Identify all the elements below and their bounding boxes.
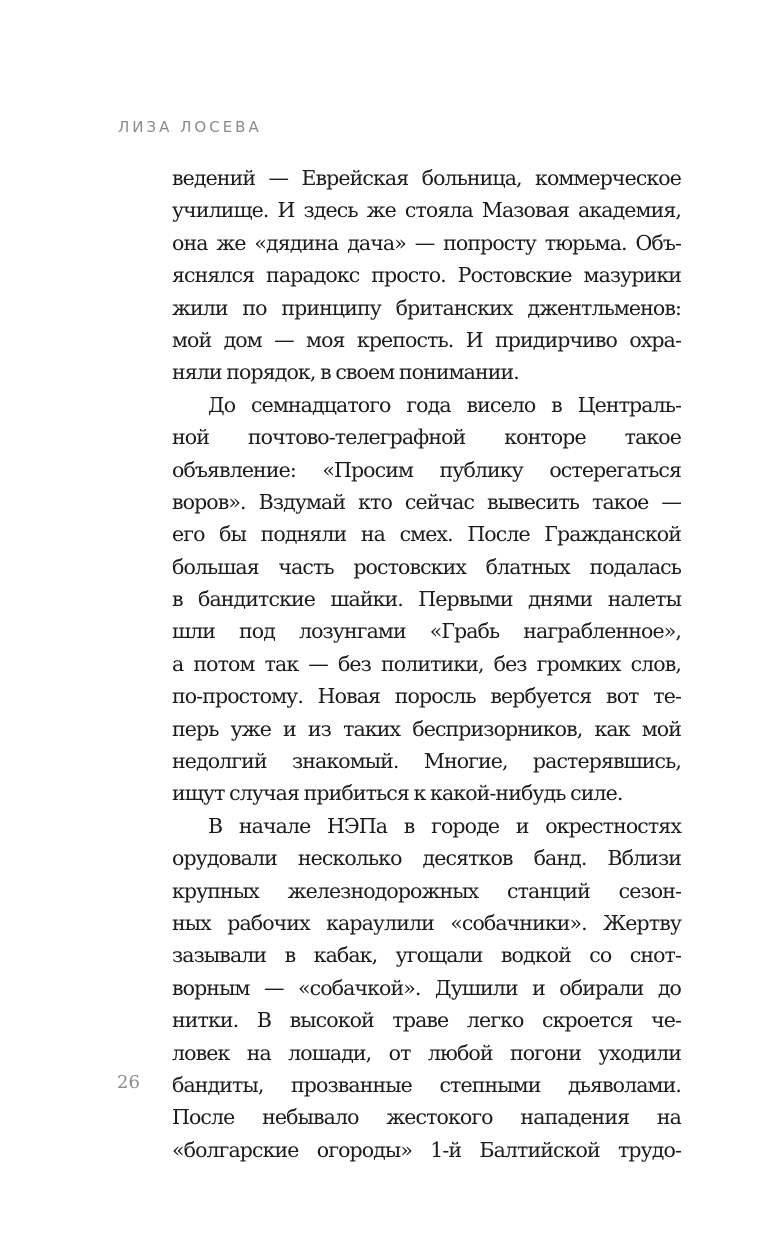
text-line: недолгий знакомый. Многие, растерявшись, [172, 749, 681, 774]
text-line: зазывали в кабак, угощали водкой со снот- [172, 943, 681, 968]
text-line: она же «дядина дача» — попросту тюрьма. Объ- [172, 230, 681, 255]
text-line: яснялся парадокс просто. Ростовские мазурики [172, 263, 681, 288]
text-line: ловек на лошади, от любой погони уходили [172, 1040, 681, 1065]
text-line: ворным — «собачкой». Душили и обирали до [172, 975, 681, 1000]
text-line: орудовали несколько десятков банд. Вблизи [172, 846, 681, 871]
text-line: воров». Вздумай кто сейчас вывесить такое — [172, 489, 681, 514]
text-line: в бандитские шайки. Первыми днями налеты [172, 587, 681, 612]
text-line: его бы подняли на смех. После Гражданской [172, 522, 681, 547]
text-line: ных рабочих караулили «собачники». Жертву [172, 910, 681, 935]
text-line: бандиты, прозванные степными дьяволами. [172, 1072, 681, 1097]
text-line: После небывало жестокого нападения на [172, 1105, 681, 1130]
text-line: крупных железнодорожных станций сезон- [172, 878, 681, 903]
text-line: няли порядок, в своем понимании. [172, 360, 519, 385]
text-line: большая часть ростовских блатных подалась [172, 554, 681, 579]
text-line: ведений — Еврейская больница, коммерческое [172, 166, 681, 190]
text-line: по-простому. Новая поросль вербуется вот те- [172, 684, 681, 709]
text-line: объявление: «Просим публику остерегаться [172, 457, 681, 482]
text-line: В начале НЭПа в городе и окрестностях [208, 813, 681, 838]
text-line: мой дом — моя крепость. И придирчиво охра- [172, 327, 681, 352]
text-line: жили по принципу британских джентльменов: [172, 295, 681, 320]
text-line: До семнадцатого года висело в Централь- [208, 392, 681, 417]
text-line: училище. И здесь же стояла Мазовая академия, [172, 198, 681, 223]
text-line: «болгарские огороды» 1-й Балтийской трудо- [172, 1137, 681, 1162]
running-head: ЛИЗА ЛОСЕВА [118, 118, 262, 136]
text-line: перь уже и из таких беспризорников, как мой [172, 716, 681, 741]
text-line: ищут случая прибиться к какой-нибудь силе. [172, 781, 623, 806]
body-text [172, 162, 681, 1166]
text-line: ной почтово-телеграфной конторе такое [172, 425, 681, 450]
text-line: нитки. В высокой траве легко скроется че- [172, 1008, 681, 1033]
page-number: 26 [117, 1072, 140, 1093]
text-line: шли под лозунгами «Грабь награбленное», [172, 619, 681, 644]
text-line: а потом так — без политики, без громких слов, [172, 651, 681, 676]
